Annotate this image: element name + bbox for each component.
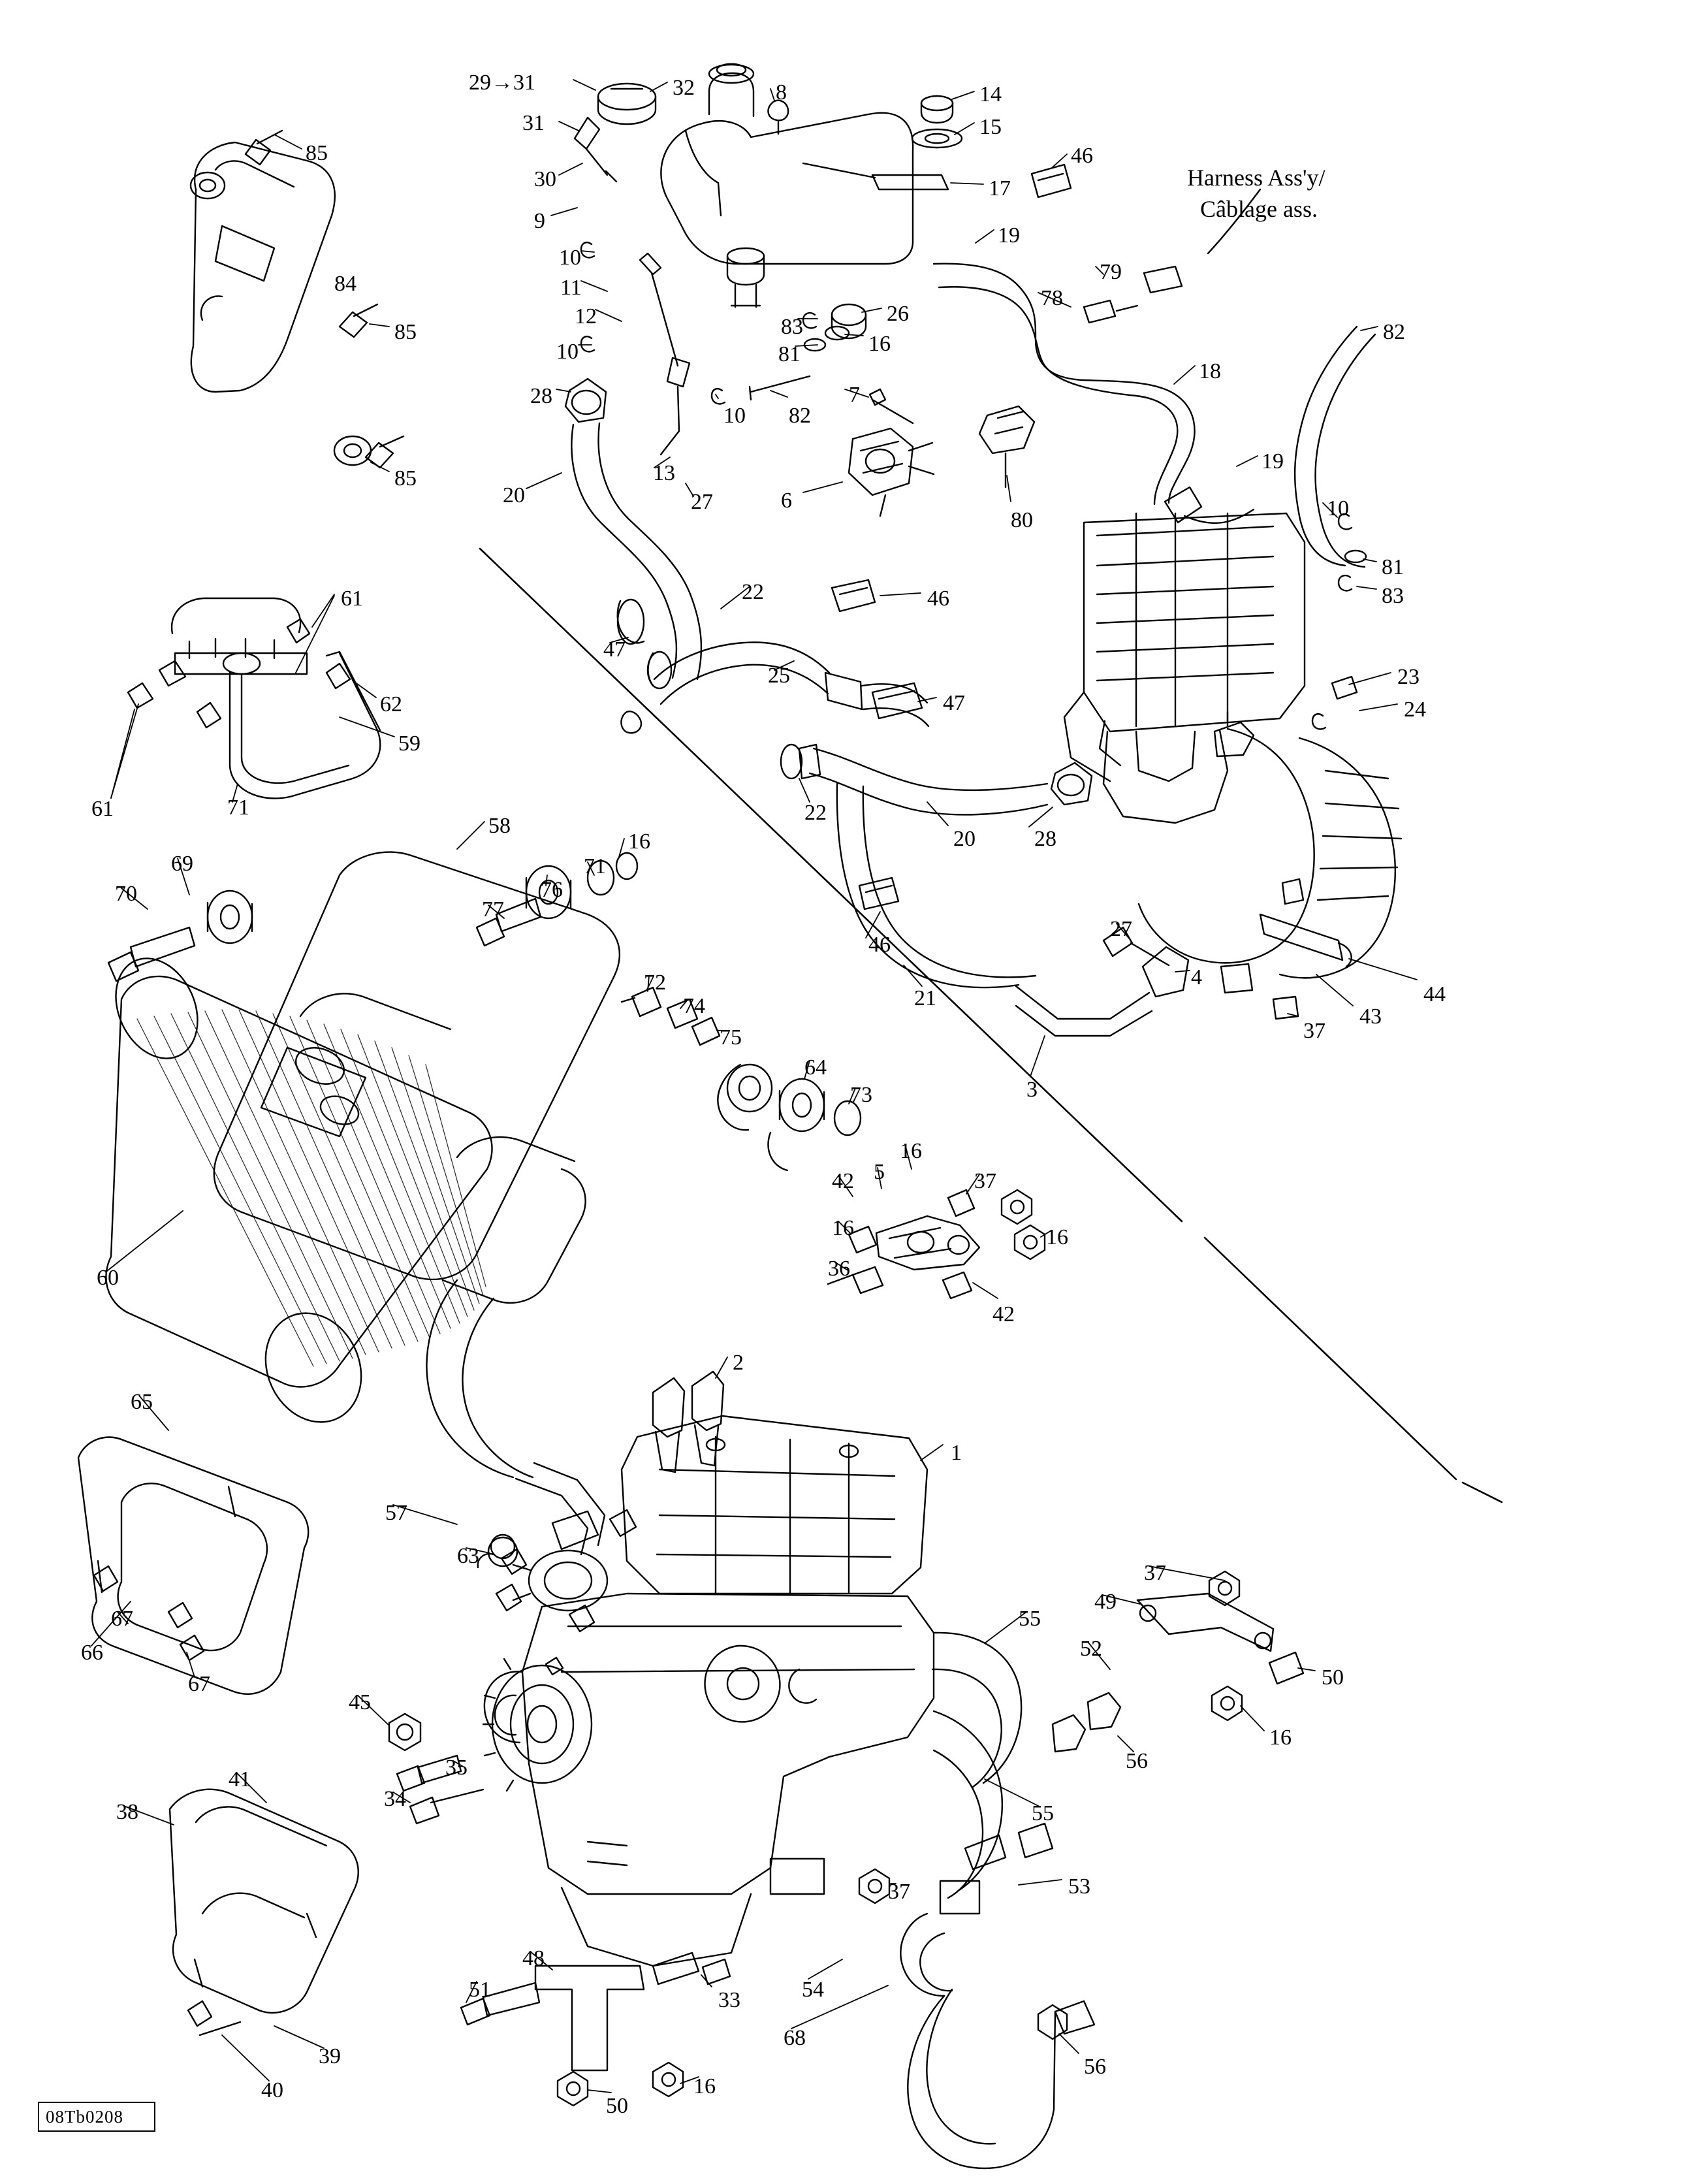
callout-c66: 66 bbox=[81, 1641, 103, 1665]
callout-c16g: 16 bbox=[693, 2074, 716, 2098]
callout-c28b: 28 bbox=[1034, 827, 1056, 851]
callout-c16a: 16 bbox=[868, 332, 891, 356]
callout-c32: 32 bbox=[673, 76, 695, 100]
callout-c65: 65 bbox=[131, 1390, 153, 1414]
callout-c67a: 67 bbox=[111, 1607, 133, 1631]
callout-c22b: 22 bbox=[804, 801, 827, 825]
callout-c47a: 47 bbox=[603, 637, 626, 662]
callout-c48: 48 bbox=[522, 1946, 545, 1970]
callout-c36: 36 bbox=[828, 1257, 850, 1281]
callout-c56b: 56 bbox=[1084, 2055, 1106, 2079]
callout-c1: 1 bbox=[951, 1441, 962, 1465]
callout-c46c: 46 bbox=[868, 933, 891, 957]
callout-c68: 68 bbox=[784, 2026, 806, 2050]
callout-c37b: 37 bbox=[974, 1169, 996, 1193]
callout-c20a: 20 bbox=[503, 483, 525, 507]
callout-c39: 39 bbox=[319, 2044, 341, 2068]
callout-c71b: 71 bbox=[584, 854, 606, 878]
harness-note-line-2: Câblage ass. bbox=[1200, 196, 1318, 222]
callout-c63: 63 bbox=[457, 1544, 479, 1568]
callout-c40: 40 bbox=[261, 2078, 283, 2102]
callout-c84: 84 bbox=[334, 272, 357, 296]
callout-c4: 4 bbox=[1191, 965, 1202, 989]
callout-c29_31: 29→31 bbox=[469, 71, 535, 95]
callout-c33: 33 bbox=[718, 1988, 740, 2012]
callout-c38: 38 bbox=[116, 1800, 138, 1824]
callout-c64: 64 bbox=[804, 1055, 827, 1080]
callout-c70: 70 bbox=[115, 882, 137, 906]
harness-note-line-1: Harness Ass'y/ bbox=[1187, 165, 1325, 191]
callout-c78: 78 bbox=[1041, 286, 1063, 310]
callout-c47b: 47 bbox=[943, 691, 965, 715]
callout-c67b: 67 bbox=[188, 1672, 210, 1696]
callout-c2: 2 bbox=[733, 1351, 744, 1375]
callout-c27a: 27 bbox=[691, 490, 713, 514]
callout-c61b: 61 bbox=[91, 797, 114, 821]
callout-c50a: 50 bbox=[1322, 1665, 1344, 1690]
callout-c56a: 56 bbox=[1126, 1749, 1148, 1773]
callout-c83a: 83 bbox=[781, 315, 803, 339]
callout-c49: 49 bbox=[1094, 1590, 1117, 1614]
callout-c26: 26 bbox=[887, 302, 909, 326]
callout-c30: 30 bbox=[534, 167, 556, 191]
callout-c58: 58 bbox=[488, 814, 511, 838]
callout-c81b: 81 bbox=[1382, 555, 1404, 579]
callout-c27b: 27 bbox=[1110, 917, 1132, 941]
callout-c10d: 10 bbox=[1327, 496, 1349, 521]
callout-c72: 72 bbox=[644, 971, 666, 995]
drawing-code: 08Tb0208 bbox=[46, 2107, 123, 2127]
callout-c51: 51 bbox=[469, 1978, 491, 2002]
callout-c31: 31 bbox=[522, 111, 545, 135]
callout-c60: 60 bbox=[97, 1266, 119, 1290]
callout-c55a: 55 bbox=[1019, 1607, 1041, 1631]
callout-c42a: 42 bbox=[832, 1169, 854, 1193]
callout-c10b: 10 bbox=[556, 340, 579, 364]
callout-c52: 52 bbox=[1080, 1637, 1102, 1661]
callout-c80: 80 bbox=[1011, 508, 1033, 532]
callout-c16e: 16 bbox=[1046, 1225, 1068, 1249]
callout-c14: 14 bbox=[979, 82, 1002, 106]
callout-c85b: 85 bbox=[394, 320, 417, 344]
callout-c15: 15 bbox=[979, 115, 1002, 139]
callout-c34: 34 bbox=[384, 1787, 406, 1811]
callout-c74: 74 bbox=[683, 994, 705, 1018]
callout-c16f: 16 bbox=[1269, 1726, 1292, 1750]
callout-c19b: 19 bbox=[1262, 449, 1284, 474]
callout-c81a: 81 bbox=[778, 342, 801, 366]
callout-c37a: 37 bbox=[1303, 1019, 1325, 1043]
callout-c24: 24 bbox=[1404, 698, 1426, 722]
callout-c76: 76 bbox=[541, 878, 563, 902]
callout-c22a: 22 bbox=[742, 580, 764, 604]
callout-c85c: 85 bbox=[394, 466, 417, 490]
callout-c21: 21 bbox=[914, 986, 936, 1010]
callout-c10a: 10 bbox=[559, 246, 581, 270]
callout-c13: 13 bbox=[653, 461, 675, 485]
callout-c77: 77 bbox=[482, 897, 504, 922]
callout-c18: 18 bbox=[1199, 359, 1221, 383]
callout-c10c: 10 bbox=[723, 404, 746, 428]
callout-c42b: 42 bbox=[992, 1302, 1015, 1326]
callout-c25: 25 bbox=[768, 664, 790, 688]
callout-c57: 57 bbox=[385, 1501, 407, 1525]
callout-c35: 35 bbox=[445, 1756, 468, 1780]
callout-c16d: 16 bbox=[832, 1216, 854, 1240]
callout-c59: 59 bbox=[398, 731, 420, 756]
callout-c5: 5 bbox=[874, 1160, 885, 1184]
callout-c28a: 28 bbox=[530, 384, 552, 408]
callout-c61a: 61 bbox=[341, 586, 363, 611]
callout-c71a: 71 bbox=[227, 795, 249, 820]
callout-c6: 6 bbox=[781, 489, 792, 513]
callout-c17: 17 bbox=[989, 176, 1011, 201]
callout-c23: 23 bbox=[1397, 665, 1420, 689]
callout-c82a: 82 bbox=[1383, 320, 1405, 344]
callout-c45: 45 bbox=[349, 1690, 371, 1714]
callout-c7: 7 bbox=[849, 383, 860, 407]
callout-c37d: 37 bbox=[888, 1880, 910, 1904]
callout-c12: 12 bbox=[575, 304, 597, 329]
callout-c16c: 16 bbox=[900, 1139, 922, 1163]
callout-c79: 79 bbox=[1100, 260, 1122, 284]
callout-c85a: 85 bbox=[306, 141, 328, 165]
callout-c73: 73 bbox=[850, 1083, 872, 1107]
callout-c11: 11 bbox=[560, 276, 582, 300]
callout-c54: 54 bbox=[802, 1978, 824, 2002]
callout-c75: 75 bbox=[720, 1025, 742, 1050]
callout-c8: 8 bbox=[776, 80, 787, 104]
callout-c82b: 82 bbox=[789, 404, 811, 428]
callout-c43: 43 bbox=[1359, 1004, 1382, 1029]
callout-c3: 3 bbox=[1026, 1078, 1038, 1102]
callout-c46b: 46 bbox=[927, 586, 949, 611]
callout-c46: 46 bbox=[1071, 144, 1093, 168]
callout-c62: 62 bbox=[380, 692, 402, 716]
callout-c41: 41 bbox=[229, 1767, 251, 1791]
callout-c69: 69 bbox=[171, 852, 193, 876]
callout-c37c: 37 bbox=[1144, 1561, 1166, 1585]
callout-c53: 53 bbox=[1068, 1874, 1090, 1899]
callout-c19a: 19 bbox=[998, 223, 1020, 248]
callout-c83b: 83 bbox=[1382, 584, 1404, 608]
callout-c20b: 20 bbox=[953, 827, 976, 851]
callout-c9: 9 bbox=[534, 209, 545, 233]
callout-c44: 44 bbox=[1423, 982, 1446, 1006]
callout-c55b: 55 bbox=[1032, 1801, 1054, 1825]
callout-c50b: 50 bbox=[606, 2094, 628, 2118]
callout-c16b: 16 bbox=[628, 829, 650, 854]
